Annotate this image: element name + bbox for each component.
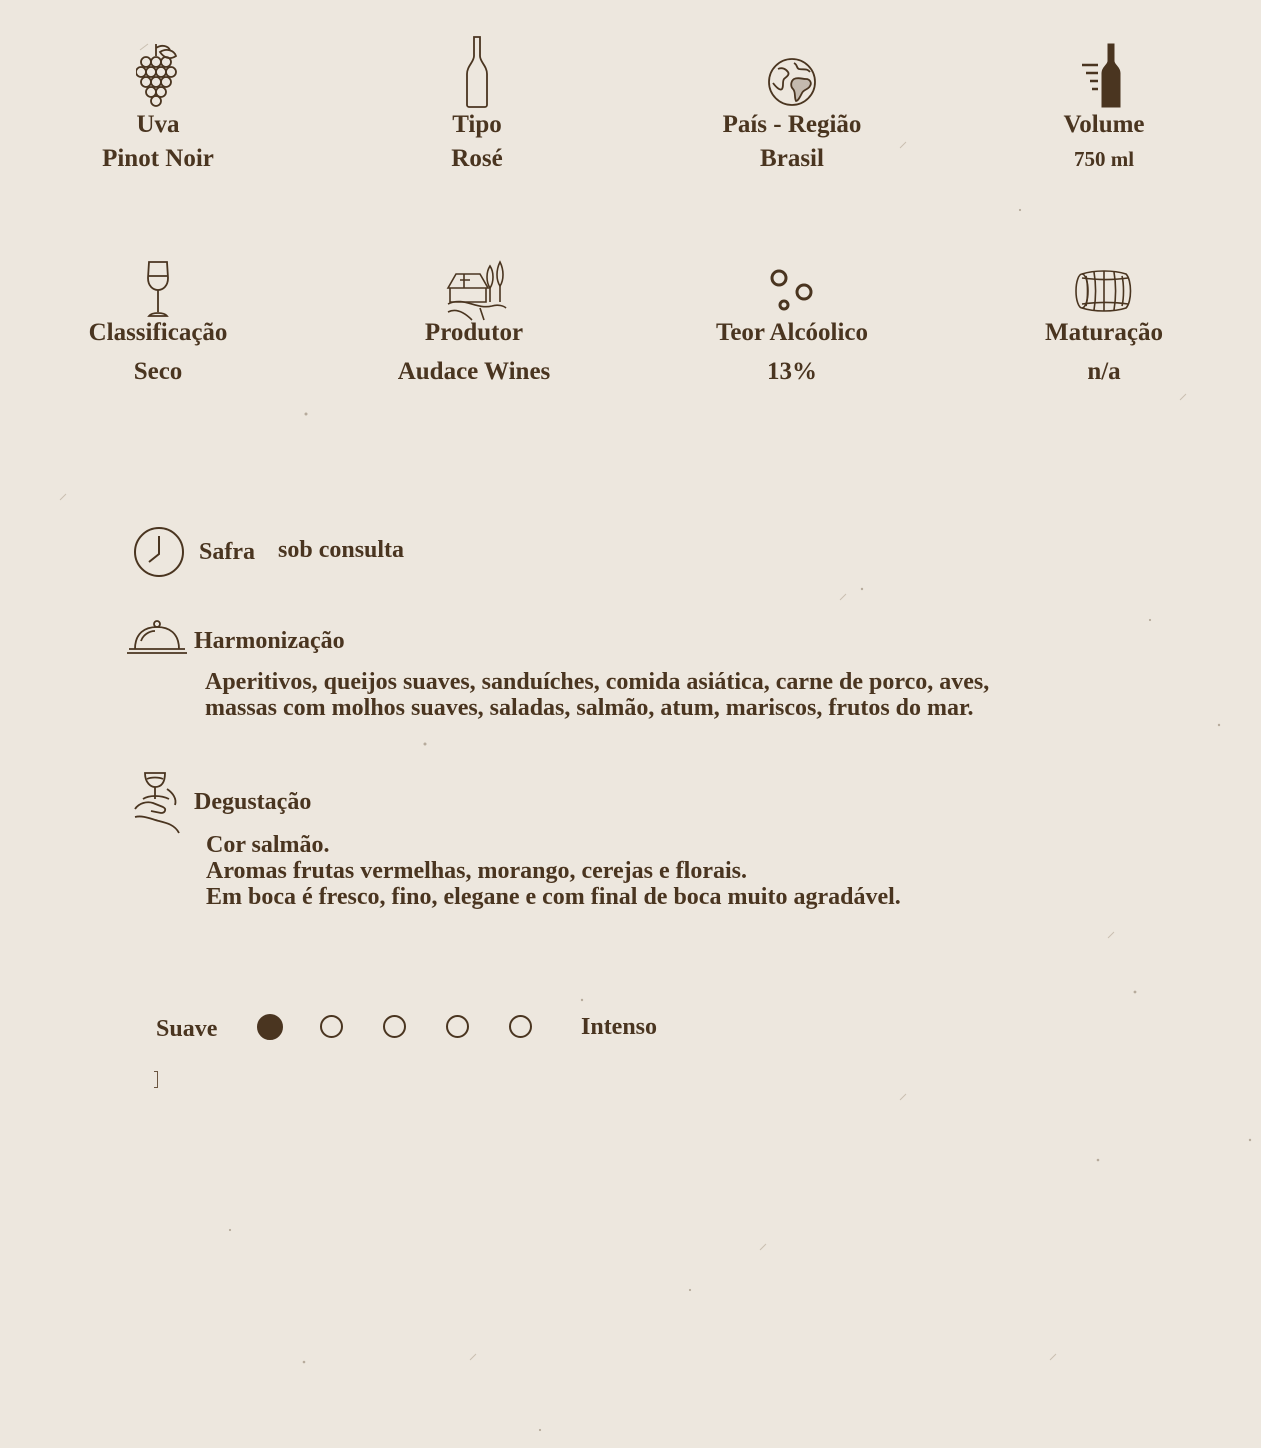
safra-label: Safra xyxy=(199,539,255,565)
spec-value: 750 ml xyxy=(1073,147,1135,171)
intensity-dot xyxy=(383,1015,406,1038)
scale-max-label: Intenso xyxy=(581,1014,658,1040)
harmonizacao-line: Aperitivos, queijos suaves, sanduíches, comida asiática, carne de porco, aves, xyxy=(205,669,990,695)
spec-value: Rosé xyxy=(451,145,503,172)
spec-value: Brasil xyxy=(760,145,824,172)
barrel-icon xyxy=(1074,270,1134,317)
clock-icon xyxy=(133,526,185,583)
bottle-outline-icon xyxy=(465,36,489,113)
degustacao-line: Aromas frutas vermelhas, morango, cerejas e florais. xyxy=(206,858,747,884)
intensity-dot xyxy=(446,1015,469,1038)
spec-label: Tipo xyxy=(452,111,502,138)
bubbles-icon xyxy=(769,268,815,319)
globe-icon xyxy=(768,57,816,112)
wine-glass-icon xyxy=(146,260,170,323)
spec-value: Pinot Noir xyxy=(102,145,214,172)
cloche-icon xyxy=(127,619,187,662)
bracket-mark xyxy=(154,1071,158,1088)
scale-min-label: Suave xyxy=(156,1016,218,1042)
spec-value: 13% xyxy=(767,358,817,385)
safra-value: sob consulta xyxy=(278,537,405,563)
bottle-volume-icon xyxy=(1082,43,1126,114)
spec-label: País - Região xyxy=(722,111,862,138)
degustacao-title: Degustação xyxy=(194,789,312,815)
spec-label: Produtor xyxy=(424,319,524,346)
spec-label: Teor Alcóolico xyxy=(715,319,869,346)
spec-label: Volume xyxy=(1063,111,1145,138)
spec-value: Audace Wines xyxy=(397,358,551,385)
spec-value: n/a xyxy=(1087,358,1121,385)
spec-label: Uva xyxy=(136,111,180,138)
spec-label: Classificação xyxy=(88,319,228,346)
degustacao-line: Em boca é fresco, fino, elegane e com final de boca muito agradável. xyxy=(206,884,901,910)
tasting-hand-icon xyxy=(133,769,181,840)
intensity-dot xyxy=(320,1015,343,1038)
winery-icon xyxy=(446,258,508,327)
harmonizacao-line: massas com molhos suaves, saladas, salmão, atum, mariscos, frutos do mar. xyxy=(205,695,974,721)
intensity-dot xyxy=(509,1015,532,1038)
intensity-dot xyxy=(257,1014,283,1040)
degustacao-line: Cor salmão. xyxy=(206,832,330,858)
spec-value: Seco xyxy=(133,358,183,385)
grapes-icon xyxy=(136,42,180,113)
harmonizacao-title: Harmonização xyxy=(194,628,345,654)
spec-label: Maturação xyxy=(1044,319,1164,346)
